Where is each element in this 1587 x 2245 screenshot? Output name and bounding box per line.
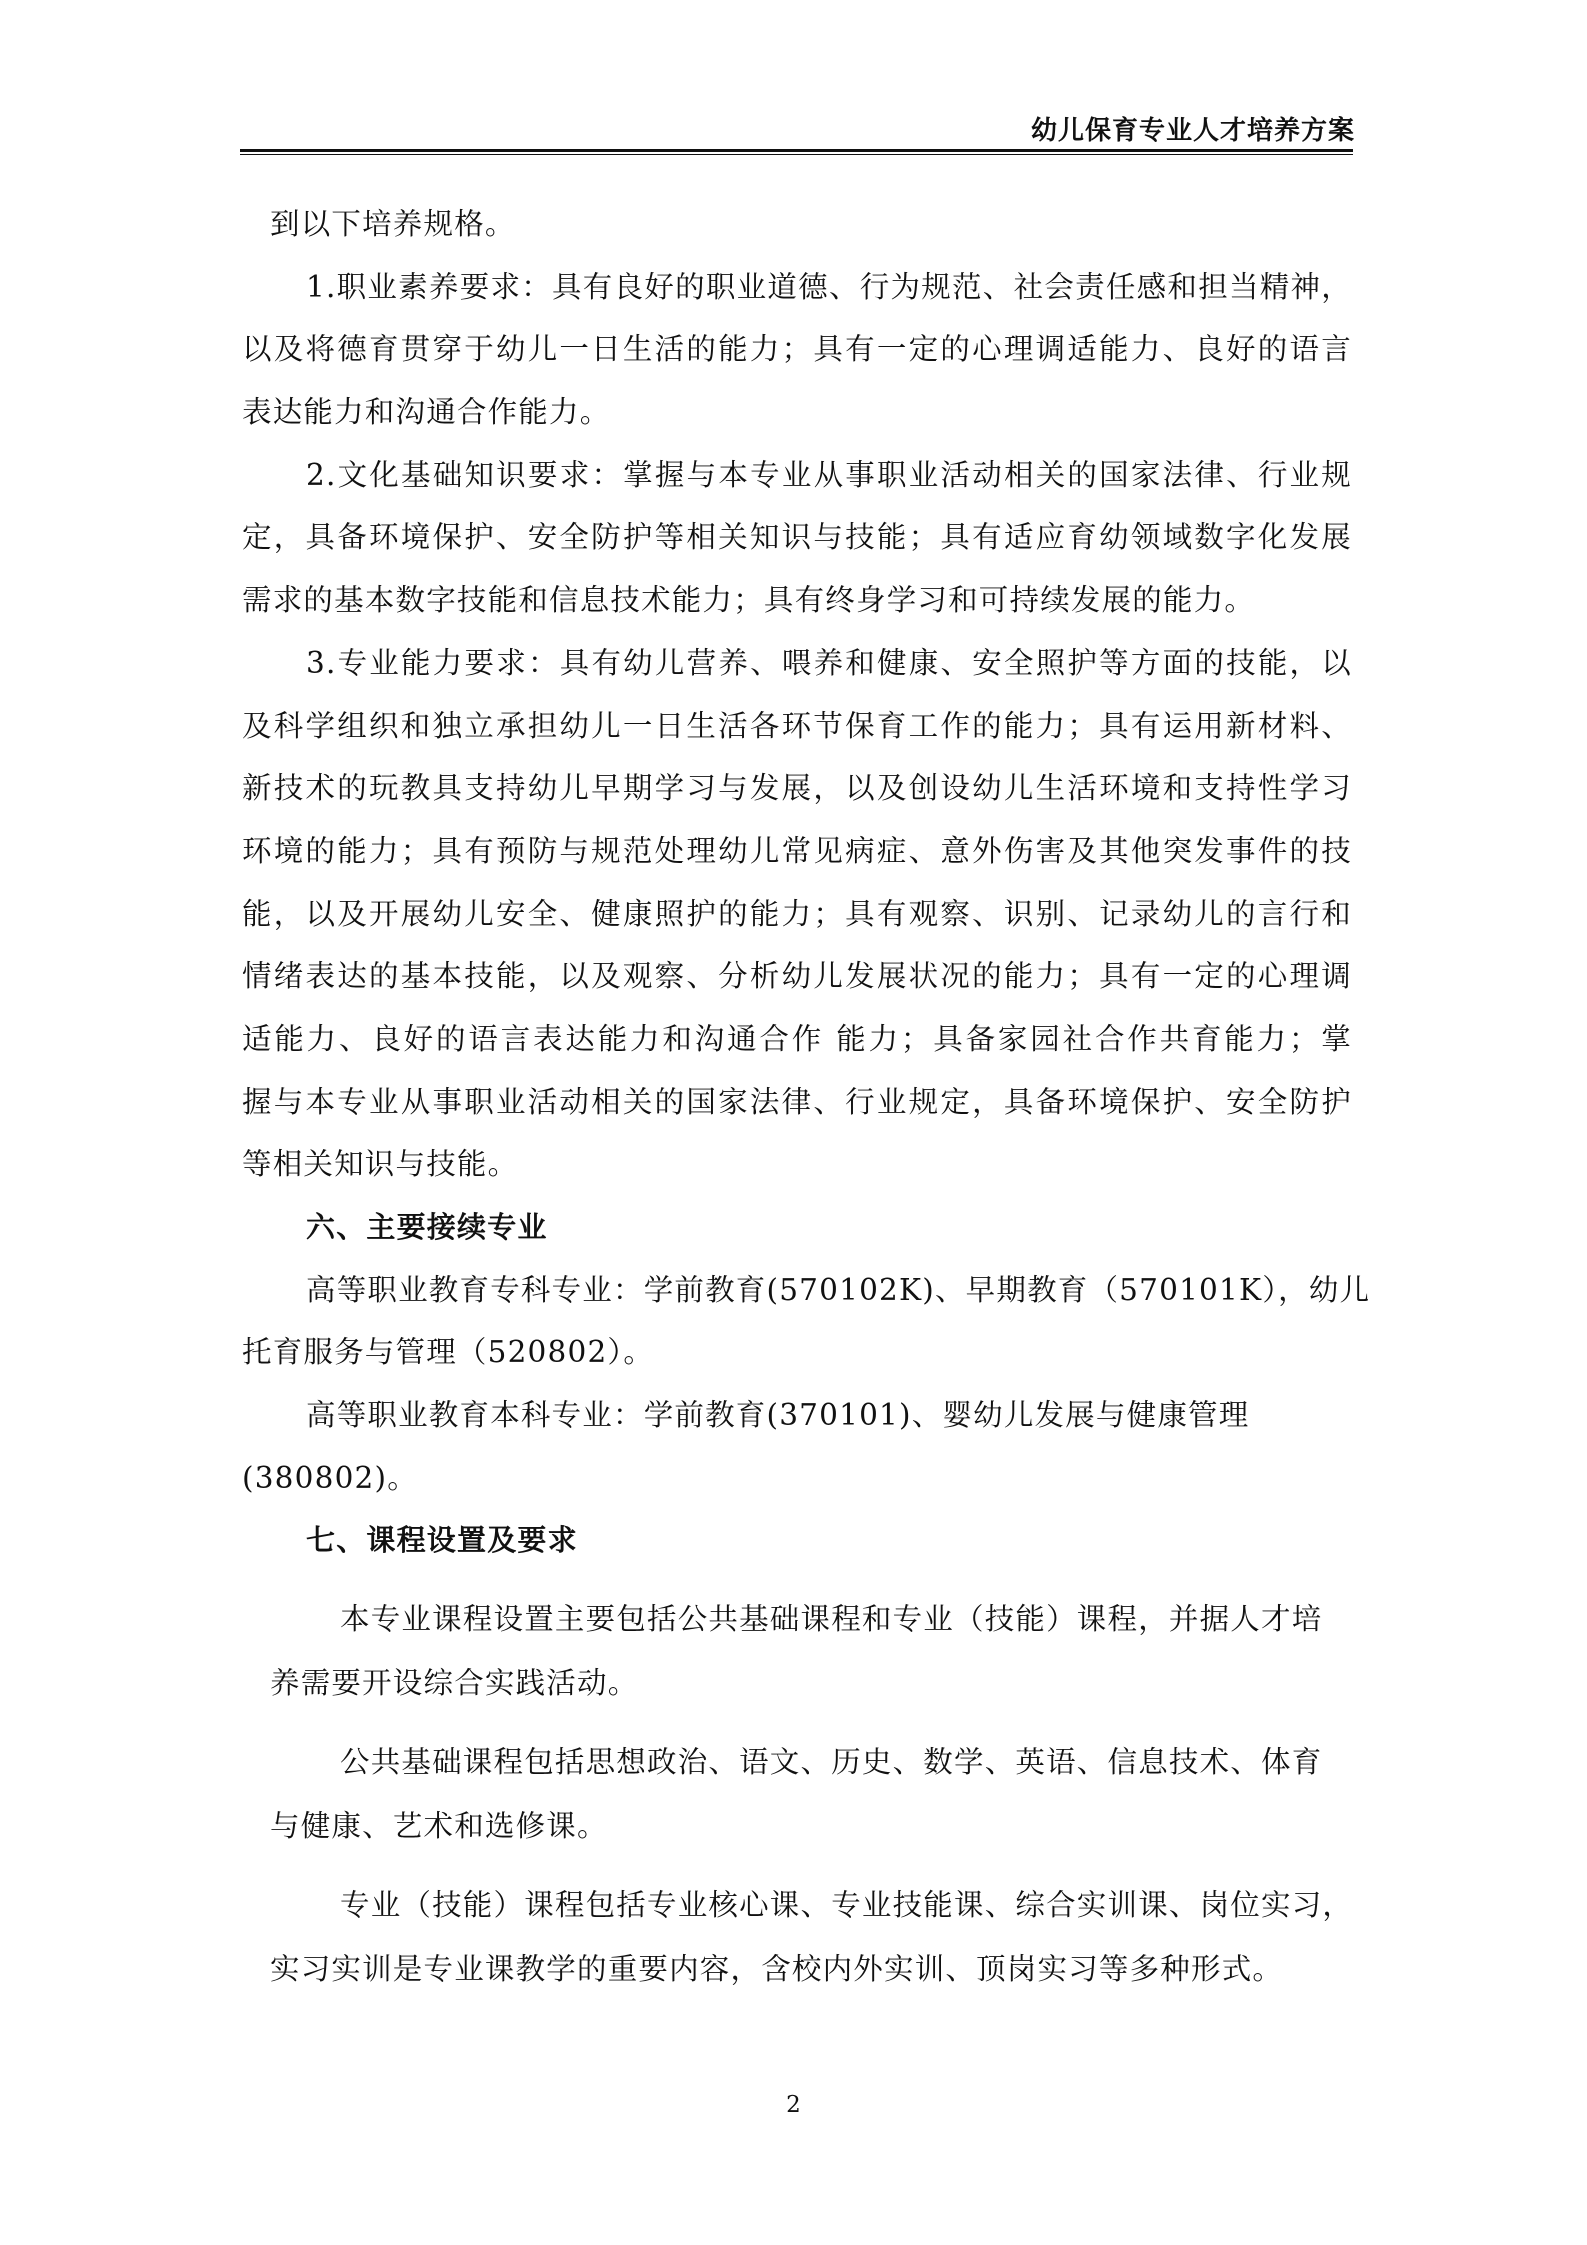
paragraph-line: 到以下培养规格。 [270,207,516,241]
paragraph-line: 定，具备环境保护、安全防护等相关知识与技能；具有适应育幼领域数字化发展 [242,520,1352,555]
paragraph-line: 等相关知识与技能。 [242,1147,519,1182]
header-title: 幼儿保育专业人才培养方案 [1030,116,1355,146]
paragraph-line: 表达能力和沟通合作能力。 [242,395,611,430]
paragraph-line: 养需要开设综合实践活动。 [270,1666,639,1701]
paragraph-line: 公共基础课程包括思想政治、语文、历史、数学、英语、信息技术、体育 [340,1745,1323,1780]
paragraph-line: 及科学组织和独立承担幼儿一日生活各环节保育工作的能力；具有运用新材料、 [242,708,1352,743]
section-heading-6: 六、主要接续专业 [306,1210,548,1244]
paragraph-line: (380802)。 [242,1460,418,1495]
header-rule [240,149,1353,152]
paragraph-line: 能，以及开展幼儿安全、健康照护的能力；具有观察、识别、记录幼儿的言行和 [242,896,1352,931]
paragraph-line: 高等职业教育专科专业：学前教育(570102K)、早期教育（570101K），幼儿 [306,1272,1371,1307]
paragraph-line: 环境的能力；具有预防与规范处理幼儿常见病症、意外伤害及其他突发事件的技 [242,833,1352,868]
paragraph-line: 托育服务与管理（520802）。 [242,1335,655,1370]
paragraph-line: 本专业课程设置主要包括公共基础课程和专业（技能）课程，并据人才培 [340,1602,1323,1637]
paragraph-line: 专业（技能）课程包括专业核心课、专业技能课、综合实训课、岗位实习， [340,1888,1354,1923]
header-rule-thin [240,154,1353,155]
paragraph-line: 适能力、良好的语言表达能力和沟通合作 能力；具备家园社合作共育能力；掌 [242,1021,1352,1056]
section-heading-7: 七、课程设置及要求 [306,1523,578,1558]
paragraph-line: 以及将德育贯穿于幼儿一日生活的能力；具有一定的心理调适能力、良好的语言 [242,332,1352,367]
paragraph-line: 需求的基本数字技能和信息技术能力；具有终身学习和可持续发展的能力。 [242,583,1256,618]
paragraph-line: 新技术的玩教具支持幼儿早期学习与发展，以及创设幼儿生活环境和支持性学习 [242,771,1352,806]
page-number: 2 [786,2092,801,2118]
paragraph-line: 3.专业能力要求：具有幼儿营养、喂养和健康、安全照护等方面的技能，以 [306,645,1352,680]
paragraph-line: 情绪表达的基本技能，以及观察、分析幼儿发展状况的能力；具有一定的心理调 [242,959,1352,994]
paragraph-line: 2.文化基础知识要求：掌握与本专业从事职业活动相关的国家法律、行业规 [306,457,1352,492]
paragraph-line: 握与本专业从事职业活动相关的国家法律、行业规定，具备环境保护、安全防护 [242,1084,1352,1119]
paragraph-line: 高等职业教育本科专业：学前教育(370101)、婴幼儿发展与健康管理 [306,1398,1250,1433]
paragraph-line: 与健康、艺术和选修课。 [270,1809,608,1844]
paragraph-line: 实习实训是专业课教学的重要内容，含校内外实训、顶岗实习等多种形式。 [270,1952,1284,1987]
paragraph-line: 1.职业素养要求：具有良好的职业道德、行为规范、社会责任感和担当精神， [306,269,1352,304]
document-body [242,193,1371,2001]
